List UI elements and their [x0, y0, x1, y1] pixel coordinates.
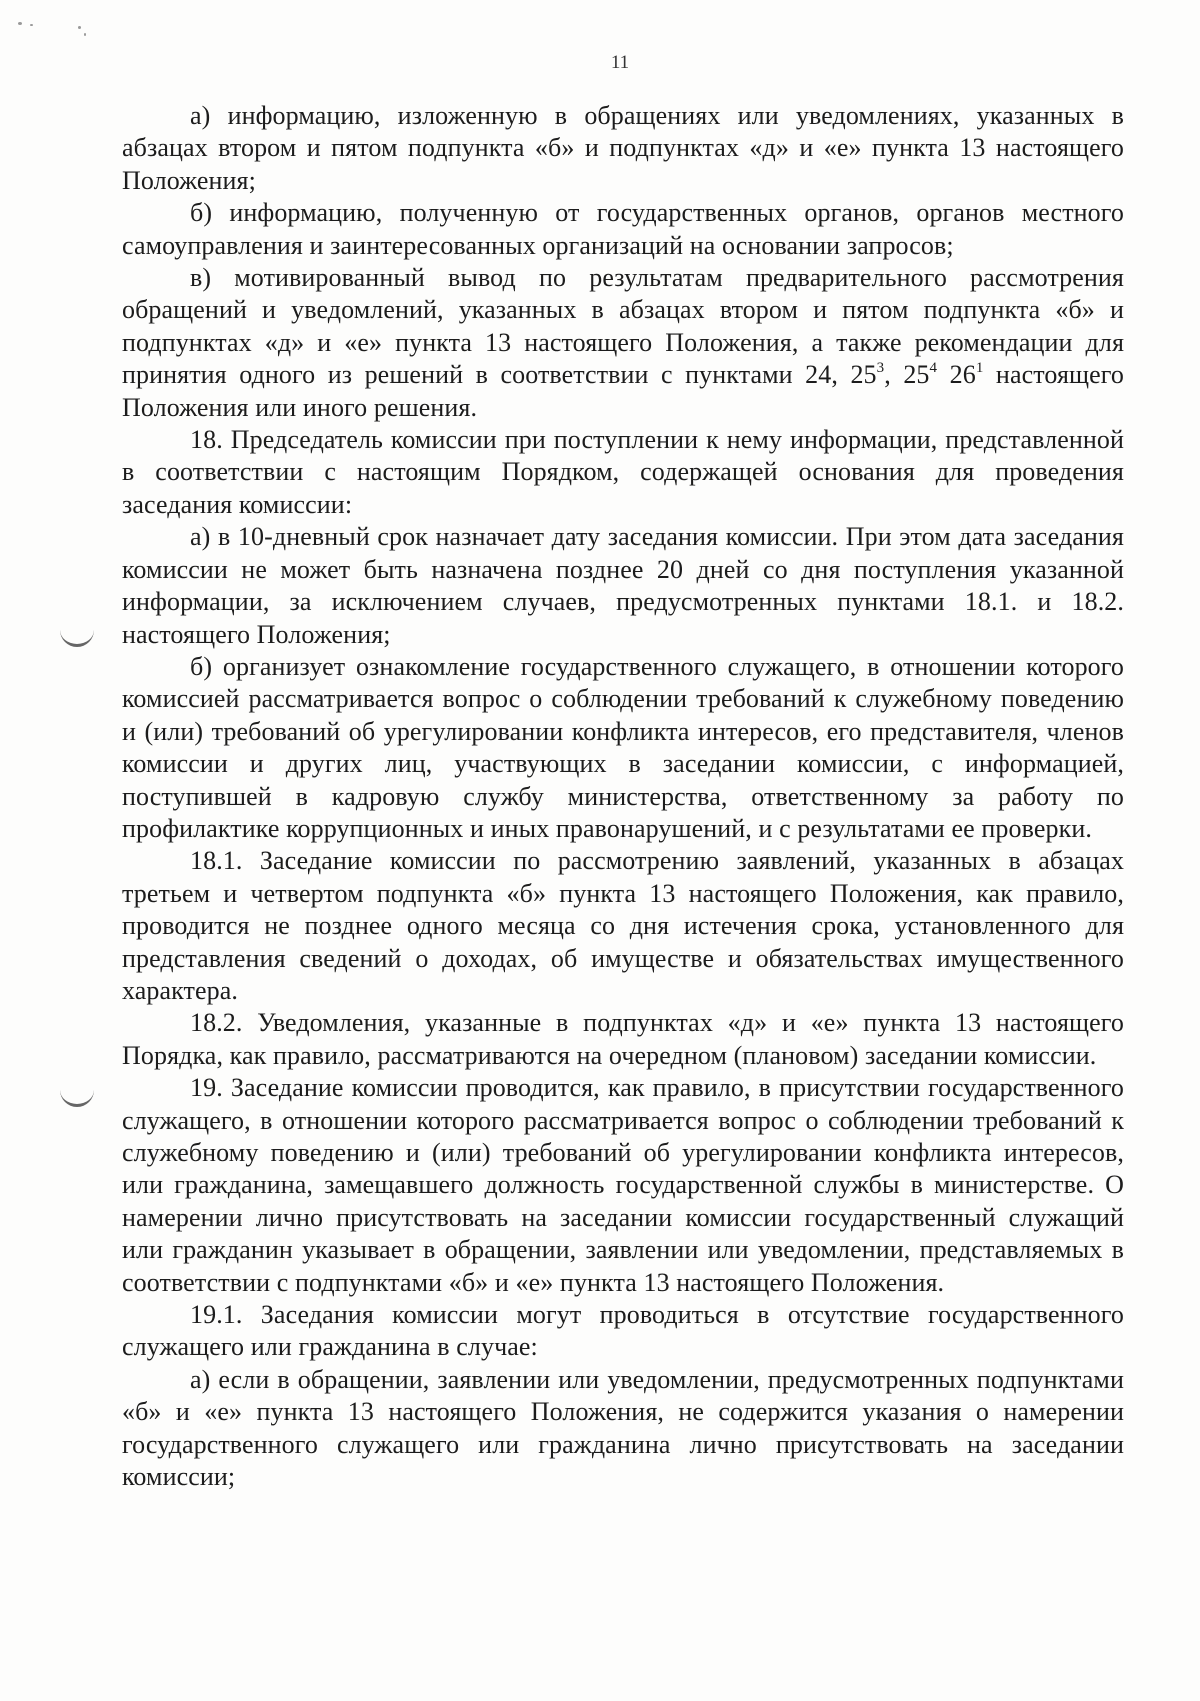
paragraph [122, 262, 1124, 424]
paragraph-text: 18.1. Заседание комиссии по рассмотрению заявлений, указанных в абзацах третьем и четвертом подпункта «б» пункта 13 настоящего Положения, как правило, проводится не позднее одного месяца со дня истечения срока, установленного для представления сведений о доходах, об имуществе и обязательствах имущественного характера. [122, 846, 1124, 1005]
paragraph [122, 845, 1124, 1007]
superscript: 1 [975, 360, 984, 377]
paragraph-text: 18.2. Уведомления, указанные в подпунктах «д» и «е» пункта 13 настоящего Порядка, как правило, рассматриваются на очередном (плановом) заседании комиссии. [122, 1008, 1124, 1070]
scan-speck [18, 22, 22, 25]
paragraph [122, 100, 1124, 197]
document-text-body [122, 100, 1124, 1493]
paragraph-text: а) информацию, изложенную в обращениях или уведомлениях, указанных в абзацах втором и пятом подпункта «б» и подпунктах «д» и «е» пункта 13 настоящего Положения; [122, 101, 1124, 195]
paragraph-text: 26 [937, 360, 976, 390]
scan-speck [30, 24, 33, 26]
margin-scan-mark [60, 1090, 94, 1107]
margin-scan-mark [60, 630, 94, 647]
paragraph-text: а) в 10-дневный срок назначает дату заседания комиссии. При этом дата заседания комиссии не может быть назначена позднее 20 дней со дня поступления указанной информации, за исключением случаев, предусмотренных пунктами 18.1. и 18.2. настоящего Положения; [122, 522, 1124, 649]
paragraph [122, 424, 1124, 521]
paragraph-text: а) если в обращении, заявлении или уведомлении, предусмотренных подпунктами «б» и «е» пункта 13 настоящего Положения, не содержится указания о намерении государственного служащего или гражданина лично присутствовать на заседании комиссии; [122, 1364, 1124, 1492]
paragraph [122, 521, 1124, 651]
paragraph [122, 1364, 1124, 1494]
paragraph-text: б) информацию, полученную от государственных органов, органов местного самоуправления и заинтересованных организаций на основании запросов; [122, 198, 1124, 260]
paragraph-text: б) организует ознакомление государственного служащего, в отношении которого комиссией рассматривается вопрос о соблюдении требований к служебному поведению и (или) требований об урегулировании конфликта интересов, его представителя, членов комиссии и других лиц, участвующих в заседании комиссии, с информацией, поступившей в кадровую службу министерства, ответственному за работу по профилактике коррупционных и иных правонарушений, и с результатами ее проверки. [122, 651, 1124, 843]
paragraph-text: настоящего Положения или иного решения. [122, 360, 1124, 422]
superscript: 3 [876, 360, 885, 377]
paragraph-text: 19. Заседание комиссии проводится, как правило, в присутствии государственного служащего, в отношении которого рассматривается вопрос о соблюдении требований к служебному поведению и (или) требований об урегулировании конфликта интересов, или гражданина, замещавшего должность государственной службы в министерстве. О намерении лично присутствовать на заседании комиссии государственный служащий или гражданин указывает в обращении, заявлении или уведомлении, представляемых в соответствии с подпунктами «б» и «е» пункта 13 настоящего Положения. [122, 1073, 1124, 1297]
paragraph [122, 1299, 1124, 1364]
paragraph-text: в) мотивированный вывод по результатам предварительного рассмотрения обращений и уведомлений, указанных в абзацах втором и пятом подпункта «б» и подпунктах «д» и «е» пункта 13 настоящего Положения, а также рекомендации для принятия одного из решений в соответствии с пунктами 24, 25 [122, 263, 1124, 390]
page-number: 11 [610, 52, 630, 73]
paragraph [122, 651, 1124, 845]
scan-speck [84, 33, 86, 36]
paragraph [122, 1072, 1124, 1299]
paragraph [122, 197, 1124, 262]
superscript: 4 [929, 360, 938, 377]
paragraph [122, 1007, 1124, 1072]
scan-speck [78, 26, 81, 29]
paragraph-text: , 25 [884, 360, 930, 390]
paragraph-text: 19.1. Заседания комиссии могут проводиться в отсутствие государственного служащего или гражданина в случае: [122, 1300, 1124, 1362]
paragraph-text: 18. Председатель комиссии при поступлении к нему информации, представленной в соответствии с настоящим Порядком, содержащей основания для проведения заседания комиссии: [122, 425, 1124, 519]
